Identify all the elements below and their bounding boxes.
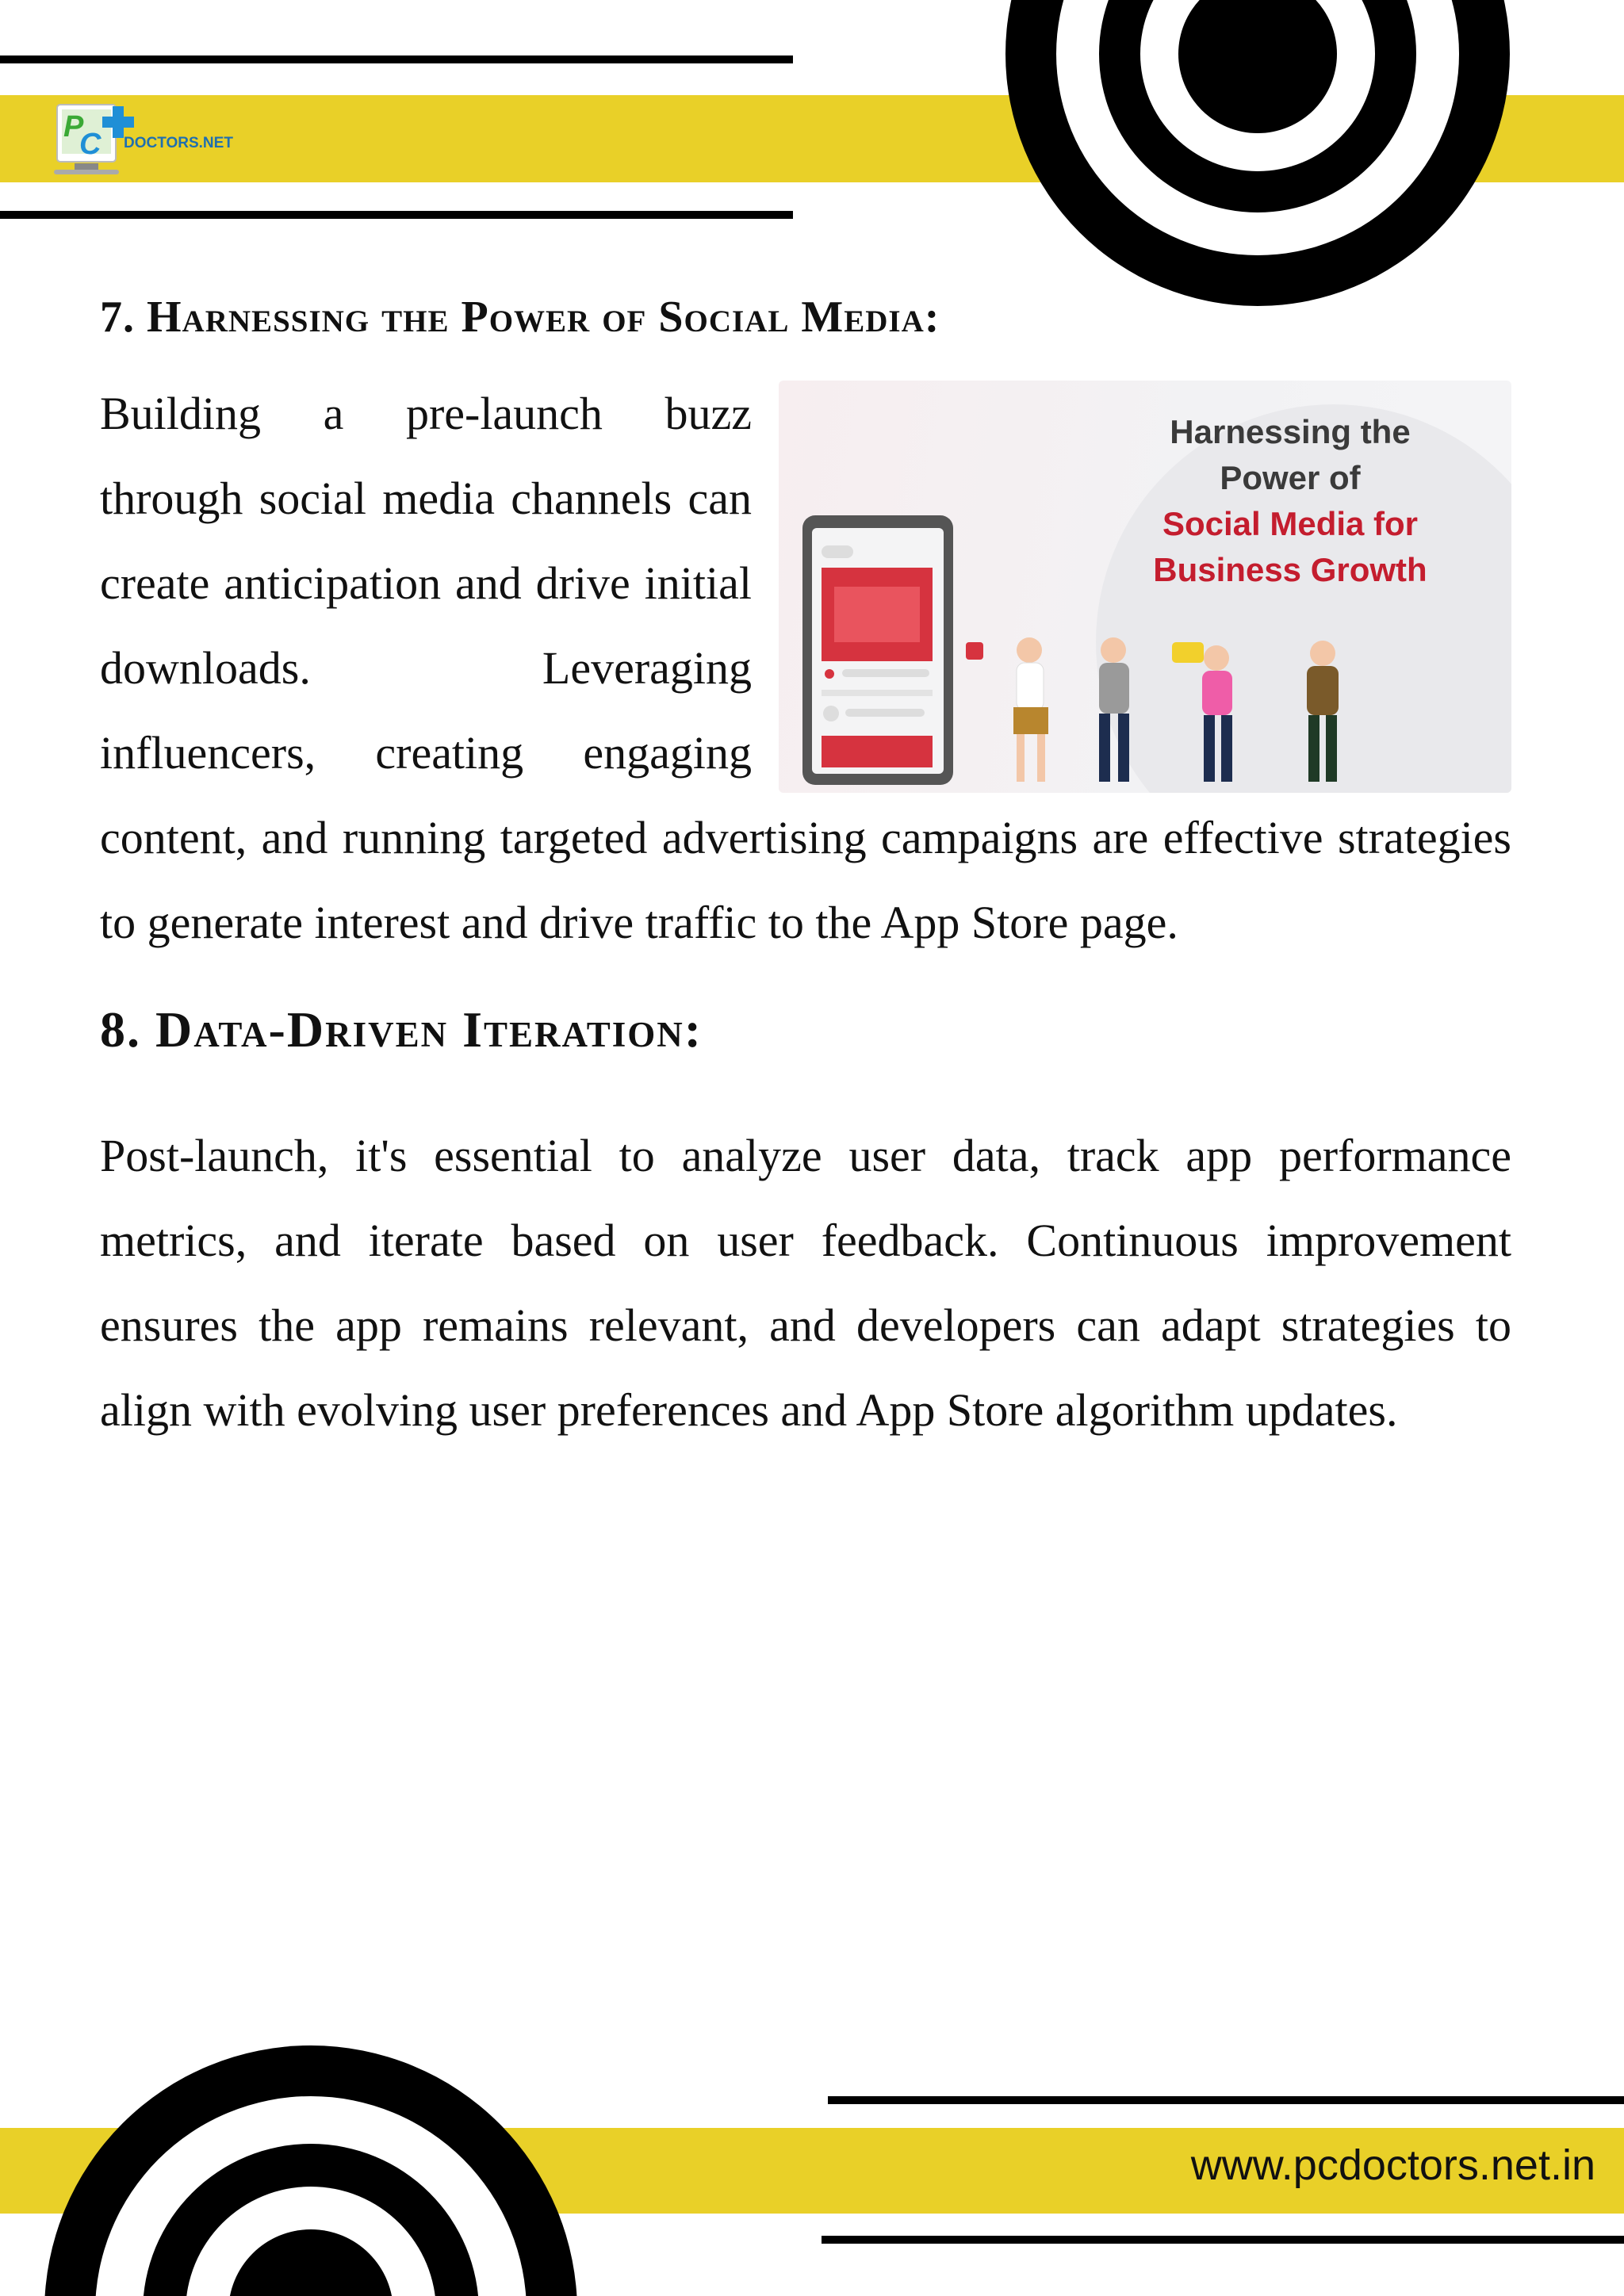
section-7-body bbox=[100, 371, 1511, 965]
header-bottom-line bbox=[0, 211, 793, 219]
illustration-title-line-4: Business Growth bbox=[1153, 551, 1427, 588]
footer-bottom-line bbox=[822, 2236, 1624, 2244]
footer-website-link[interactable]: www.pcdoctors.net.in bbox=[1190, 2141, 1595, 2189]
header-top-line bbox=[0, 55, 793, 63]
section-8-paragraph: Post-launch, it's essential to analyze user data, track app performance metrics, and iterate based on user feedback. Continuous improvement ensures the app remains relevant, and developers can adapt strategies to align with evolving user preferences and App Store algorithm updates. bbox=[100, 1130, 1511, 1436]
section-8-heading: 8. Data-Driven Iteration: bbox=[100, 1001, 703, 1058]
svg-text:C: C bbox=[79, 128, 102, 161]
section-7-paragraph: Building a pre-launch buzz through social media channels can create anticipation and drive initial downloads. Leveraging influencers, creating engaging content, and running targeted advertising campaigns are effective strategies to generate interest and drive traffic to the App Store page. bbox=[100, 388, 1511, 948]
illustration-title-line-3: Social Media for bbox=[1162, 505, 1419, 542]
footer-concentric-circles bbox=[0, 2038, 634, 2296]
illustration-title bbox=[1080, 409, 1500, 593]
section-7-heading: 7. Harnessing the Power of Social Media: bbox=[100, 293, 940, 342]
illustration-title-line-2: Power of bbox=[1220, 459, 1361, 496]
footer-top-line bbox=[828, 2096, 1624, 2104]
company-logo[interactable] bbox=[51, 100, 233, 179]
header-concentric-circles bbox=[952, 0, 1624, 317]
logo-text: DOCTORS.NET bbox=[124, 135, 233, 151]
illustration-title-line-1: Harnessing the bbox=[1170, 413, 1411, 450]
svg-text:P: P bbox=[63, 110, 84, 144]
social-media-illustration bbox=[779, 381, 1511, 793]
